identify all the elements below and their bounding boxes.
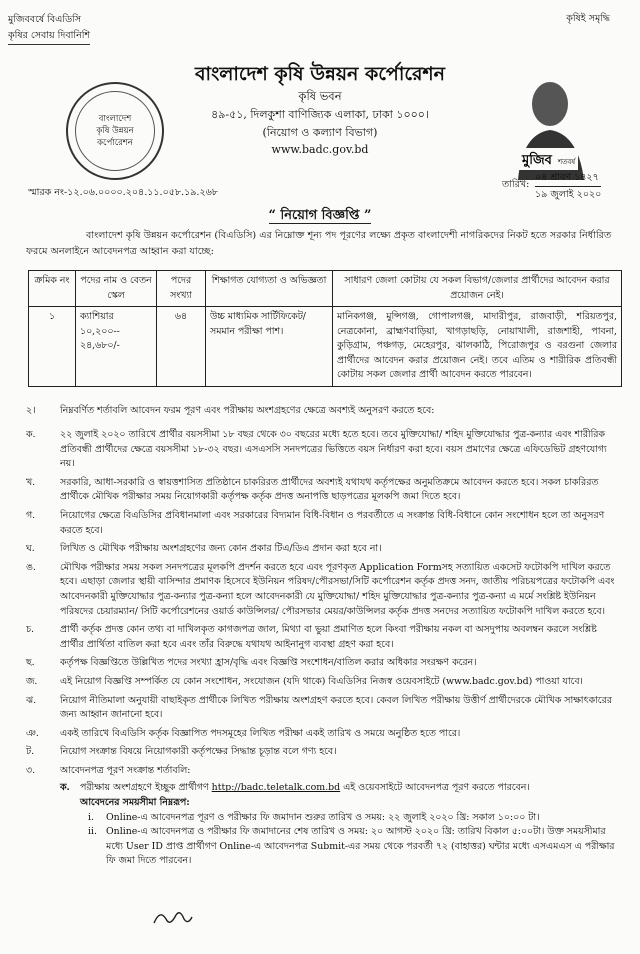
list-item: ঘ. লিখিত ও মৌখিক পরীক্ষায় অংশগ্রহণের জন্য কোন প্রকার টিএ/ডিএ প্রদান করা হবে না।: [26, 543, 382, 555]
table-row: [29, 307, 622, 387]
condition-list: [26, 428, 622, 869]
scale-line-1: ১০,২০০--: [80, 325, 120, 337]
list-item: ক. ২২ জুলাই ২০২০ তারিখে প্রার্থীর বয়সসীমা ১৮ বছর থেকে ৩০ বছরের মধ্যে হতে হবে। তবে মুক্তিযোদ্ধা/ শহিদ মুক্তিযোদ্ধার পুত্র-কন্যার এবং শারীরিক প্রতিবন্ধী প্রার্থীদের ক্ষেত্রে বয়সসীমা ১৮-৩২ বছর। এসএসসি সনদপত্রের ভিত্তিতে বয়স নির্ধারণ করা হবে। বয়স প্রমাণের ক্ষেত্রে এফিডেভিট গ্রহণযোগ্য নয়।: [26, 429, 607, 470]
list-item: গ. নিয়োগের ক্ষেত্রে বিএডিসির প্রবিধানমালা এবং সরকারের বিদ্যমান বিধি-বিধান ও পরবর্তীতে এ সংক্রান্ত বিধি-বিধানে কোন সংশোধন হলে তা অনুসরণ করতে হবে।: [26, 509, 605, 536]
building-name: কৃষি ভবন: [298, 89, 342, 103]
col-quota: সাধারণ জেলা কোটায় যে সকল বিভাগ/জেলার প্রার্থীদের আবেদন করার প্রয়োজন নেই।: [333, 271, 622, 307]
section-3-heading: ৩. আবেদনপত্র পূরণ সংক্রান্ত শর্তাবলি:: [26, 764, 191, 776]
schedule-heading: আবেদনের সময়সীমা নিম্নরূপ:: [80, 797, 190, 809]
col-count: পদের সংখ্যা: [157, 271, 206, 307]
cell-serial: ১: [29, 307, 76, 387]
top-right-slogan: কৃষিই সমৃদ্ধি: [566, 13, 610, 24]
seal-line-1: বাংলাদেশ: [98, 114, 132, 124]
seal-line-2: কৃষি উন্নয়ন: [96, 126, 134, 136]
logo-caption: মুজিব: [522, 153, 552, 168]
top-left-slogan: [8, 12, 90, 45]
lead-mark: ২।: [26, 405, 36, 416]
teletalk-link[interactable]: http://badc.teletalk.com.bd: [211, 782, 341, 794]
table-header-row: [29, 271, 622, 307]
col-serial: ক্রমিক নং: [29, 271, 76, 307]
signature: [150, 905, 194, 931]
org-name: বাংলাদেশ কৃষি উন্নয়ন কর্পোরেশন: [194, 63, 446, 85]
list-item: ছ. কর্তৃপক্ষ বিজ্ঞপ্তিতে উল্লিখিত পদের সংখ্যা হ্রাস/বৃদ্ধি এবং বিজ্ঞপ্তি সংশোধন/বাতিল করার অধিকার সংরক্ষণ করেন।: [26, 657, 477, 669]
date-bangla: ০৪ শ্রাবণ ১৪২৭: [535, 170, 601, 187]
vacancy-table: [28, 270, 622, 387]
intro-paragraph: বাংলাদেশ কৃষি উন্নয়ন কর্পোরেশন (বিএডিসি) এর নিম্নোক্ত শূন্য পদ পূরণের লক্ষ্যে প্রকৃত বাংলাদেশী নাগরিকদের নিকট হতে সরকার নির্ধারিত ফরমে অনলাইনে আবেদনপত্র আহ্বান করা যাচ্ছে:: [26, 230, 612, 257]
list-item: খ. সরকারি, আধা-সরকারি ও স্বায়ত্তশাসিত প্রতিষ্ঠানে চাকরিরত প্রার্থীদের অবশ্যই যথাযথ কর্তৃপক্ষের অনুমতিক্রমে আবেদন করতে হবে। সকল চাকরিরত প্রার্থীকে মৌখিক পরীক্ষার সময় নিয়োগকারী কর্তৃপক্ষ কর্তৃক প্রদত্ত অনাপত্তি ছাড়পত্রের মূলকপি জমা দিতে হবে।: [26, 476, 599, 503]
date-english: ১৯ জুলাই ২০২০: [535, 189, 602, 200]
list-item: ঙ. মৌখিক পরীক্ষার সময় সকল সনদপত্রের মূলকপি প্রদর্শন করতে হবে এবং পূরণকৃত Application Formসহ সত্যায়িত একসেট ফটোকপি দাখিল করতে হবে। এছাড়া জেলার স্থায়ী বাসিন্দার প্রমাণক হিসেবে ইউনিয়ন পরিষদ/পৌরসভা/সিটি কর্পোরেশন কর্তৃক প্রদত্ত সনদ, জাতীয় পরিচয়পত্রের ফটোকপি এবং আবেদনকারী মুক্তিযোদ্ধার পুত্র-কন্যার পুত্র-কন্যা হলে আবেদনকারী যে মুক্তিযোদ্ধা/ শহিদ মুক্তিযোদ্ধার পুত্র-কন্যার পুত্র-কন্যা এ মর্মে সংশ্লিষ্ট ইউনিয়ন পরিষদের চেয়ারম্যান/ সিটি কর্পোরেশনের ওয়ার্ড কাউন্সিলর/ পৌরসভার মেয়র/কাউন্সিলর কর্তৃক প্রদত্ত সনদের সত্যায়িত ফটোকপি দাখিল করতে হবে।: [26, 561, 615, 617]
scale-line-2: ২৪,৬৮০/-: [80, 340, 120, 351]
address: ৪৯-৫১, দিলকুশা বাণিজ্যিক এলাকা, ঢাকা ১০০০।: [211, 108, 429, 121]
conditions-lead: [26, 404, 622, 419]
cell-quota: মানিকগঞ্জ, মুন্সিগঞ্জ, গোপালগঞ্জ, মাদারীপুর, রাজবাড়ী, শরিয়তপুর, নেত্রকোনা, ব্রাহ্মণবাড়িয়া, খাগড়াছড়ি, নোয়াখালী, রাজশাহী, পাবনা, কুড়িগ্রাম, পঞ্চগড়, মেহেরপুর, ঝালকাঠি, পিরোজপুর ও বরগুনা জেলার প্রার্থীদের আবেদন করার প্রয়োজন নেই। তবে এতিম ও শারীরিক প্রতিবন্ধী কোটায় সকল জেলার প্রার্থী আবেদন করতে পারবেন।: [333, 307, 622, 387]
seal-line-3: কর্পোরেশন: [97, 138, 133, 148]
schedule-item: i. Online-এ আবেদনপত্র পূরণ ও পরীক্ষার ফি জমাদান শুরুর তারিখ ও সময়: ২২ জুলাই ২০২০ খ্রি: সকাল ১০:০০ টা।: [88, 811, 540, 823]
col-education: শিক্ষাগত যোগ্যতা ও অভিজ্ঞতা: [206, 271, 333, 307]
section-3-item-k: ক. পরীক্ষায় অংশগ্রহণে ইচ্ছুক প্রার্থীগণ http://badc.teletalk.com.bd এই ওয়েবসাইটে আবেদনপত্র পূরণ করতে পারবেন। আবেদনের সময়সীমা নিম্নরূপ: i. Online-এ আবেদনপত্র পূরণ ও পরীক্ষার ফি জমাদান শুরুর তারিখ ও সময়: ২২ জুলাই ২০২০ খ্রি: সকাল ১০:০০ টা। ii. Online-এ আবেদনপত্র ও পরীক্ষার ফি জমাদানের শেষ তারিখ ও সময়: ২০ আগস্ট ২০২০ খ্রি: তারিখ বিকাল ৫:০০টা। উক্ত সময়সীমার মধ্যে User ID প্রাপ্ত প্রার্থীগণ Online-এ আবেদনপত্র Submit-এর সময় থেকে পরবর্তী ৭২ (বাহাত্তর) ঘন্টার মধ্যে এসএমএস এ পরীক্ষার ফি জমা দিতে পারবেন।: [60, 781, 622, 869]
notice-title: “ নিয়োগ বিজ্ঞপ্তি ”: [268, 208, 372, 223]
slogan-line-2: কৃষির সেবায় দিবানিশি: [8, 28, 90, 45]
cell-education: উচ্চ মাধ্যমিক সার্টিফিকেট/ সমমান পরীক্ষা পাশ।: [206, 307, 333, 387]
slogan-line-1: মুজিববর্ষে বিএডিসি: [8, 14, 82, 25]
date-label: তারিখ:: [502, 179, 530, 190]
list-item: জ. এই নিয়োগ বিজ্ঞপ্তি সম্পর্কিত যে কোন সংশোধন, সংযোজন (যদি থাকে) বিএডিসির নিজস্ব ওয়েবসাইটে (www.badc.gov.bd) পাওয়া যাবে।: [26, 675, 583, 687]
post-name: ক্যাশিয়ার: [80, 311, 114, 322]
list-item: ঝ. নিয়োগ নীতিমালা অনুযায়ী বাছাইকৃত প্রার্থীকে লিখিত পরীক্ষায় অংশগ্রহণ করতে হবে। কেবল লিখিত পরীক্ষায় উত্তীর্ণ প্রার্থীদেরকে মৌখিক সাক্ষাৎকারের জন্য আহ্বান জানানো হবে।: [26, 694, 612, 721]
list-item: ট. নিয়োগ সংক্রান্ত বিষয়ে নিয়োগকারী কর্তৃপক্ষের সিদ্ধান্ত চূড়ান্ত বলে গণ্য হবে।: [26, 746, 337, 758]
logo-caption-2: শতবর্ষ: [558, 158, 576, 166]
cell-count: ৬৪: [157, 307, 206, 387]
lead-text: নিম্নবর্ণিত শর্তাবলি আবেদন ফরম পূরণ এবং পরীক্ষায় অংশগ্রহণের ক্ষেত্রে অবশ্যই অনুসরণ করতে হবে:: [60, 405, 435, 416]
department: (নিয়োগ ও কল্যাণ বিভাগ): [262, 126, 378, 139]
date-block: [535, 170, 601, 203]
col-post: পদের নাম ও বেতন স্কেল: [76, 271, 157, 307]
schedule-item: ii. Online-এ আবেদনপত্র ও পরীক্ষার ফি জমাদানের শেষ তারিখ ও সময়: ২০ আগস্ট ২০২০ খ্রি: তারিখ বিকাল ৫:০০টা। উক্ত সময়সীমার মধ্যে User ID প্রাপ্ত প্রার্থীগণ Online-এ আবেদনপত্র Submit-এর সময় থেকে পরবর্তী ৭২ (বাহাত্তর) ঘন্টার মধ্যে এসএমএস এ পরীক্ষার ফি জমা দিতে পারবেন।: [88, 826, 615, 867]
memo-number: স্মারক নং-১২.০৬.০০০০.২০৪.১১.০৫৮.১৯.২৬৮: [28, 187, 218, 198]
cell-post: [76, 307, 157, 387]
list-item: চ. প্রার্থী কর্তৃক প্রদত্ত কোন তথ্য বা দাখিলকৃত কাগজপত্র জাল, মিথ্যা বা ভুয়া প্রমাণিত হলে কিংবা পরীক্ষায় নকল বা অসদুপায় অবলম্বন করলে সংশ্লিষ্ট প্রার্থীর প্রার্থিতা বাতিল করা হবে এবং তাঁর বিরুদ্ধে যথাযথ আইনানুগ ব্যবস্থা গ্রহণ করা হবে।: [26, 624, 597, 650]
website: www.badc.gov.bd: [271, 143, 369, 156]
list-item: ঞ. একই তারিখে বিএডিসি কর্তৃক বিজ্ঞাপিত পদসমূহের লিখিত পরীক্ষা একই তারিখ ও সময়ে অনুষ্ঠিত হতে পারে।: [26, 727, 461, 739]
